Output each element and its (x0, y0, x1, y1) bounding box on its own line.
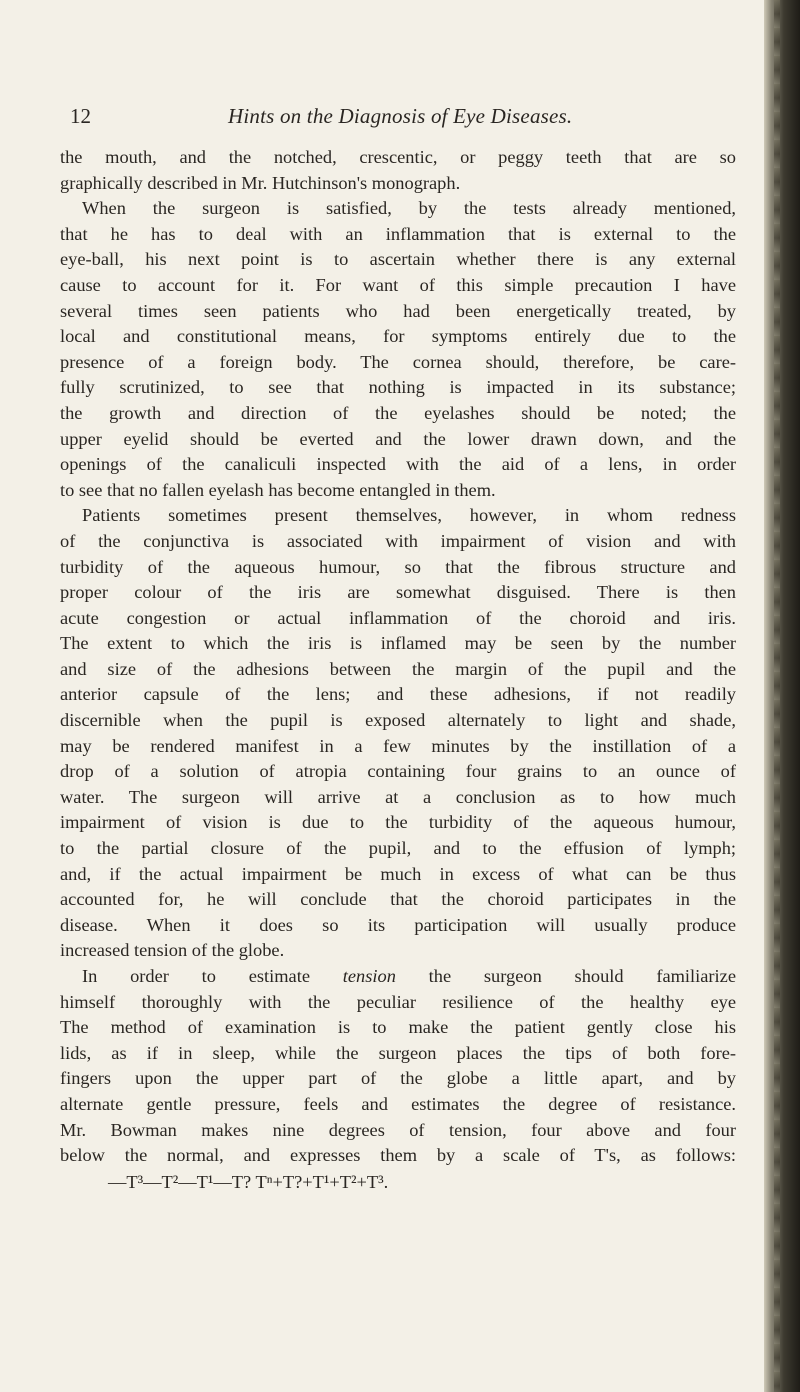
text-line: water. The surgeon will arrive at a conclusion as to how much (60, 786, 736, 807)
text-line: graphically described in Mr. Hutchinson's monograph. (60, 172, 461, 193)
emphasized-word: tension (342, 966, 396, 986)
text-line: When the surgeon is satisfied, by the tests already mentioned, (82, 198, 736, 219)
text-line: alternate gentle pressure, feels and estimates the degree of resistance. (60, 1093, 736, 1114)
text-line: The extent to which the iris is inflamed may be seen by the number (60, 633, 736, 654)
text-line: disease. When it does so its participation will usually produce (60, 914, 736, 935)
text-line: drop of a solution of atropia containing four grains to an ounce of (60, 761, 736, 782)
text-fragment: In order to estimate (82, 966, 343, 986)
book-binding-edge (764, 0, 800, 1392)
page-header (70, 104, 750, 138)
text-line: fingers upon the upper part of the globe a little apart, and by (60, 1068, 736, 1089)
text-line: several times seen patients who had been energetically treated, by (60, 300, 736, 321)
text-line: Mr. Bowman makes nine degrees of tension, four above and four (60, 1119, 736, 1140)
tension-scale-formula: —T³—T²—T¹—T? Tⁿ+T?+T¹+T²+T³. (108, 1171, 389, 1192)
text-line: discernible when the pupil is exposed alternately to light and shade, (60, 710, 736, 731)
text-line: impairment of vision is due to the turbidity of the aqueous humour, (60, 812, 736, 833)
text-line: eye-ball, his next point is to ascertain whether there is any external (60, 249, 736, 270)
text-line: to see that no fallen eyelash has become entangled in them. (60, 479, 496, 500)
text-line: may be rendered manifest in a few minutes by the instillation of a (60, 735, 736, 756)
text-line: himself thoroughly with the peculiar resilience of the healthy eye (60, 991, 736, 1012)
text-line: local and constitutional means, for symptoms entirely due to the (60, 326, 736, 347)
text-line: Patients sometimes present themselves, however, in whom redness (82, 505, 736, 526)
text-line: the growth and direction of the eyelashes should be noted; the (60, 402, 736, 423)
body-text (60, 145, 736, 1195)
text-line: and size of the adhesions between the margin of the pupil and the (60, 658, 736, 679)
text-line: and, if the actual impairment be much in excess of what can be thus (60, 863, 736, 884)
text-line: upper eyelid should be everted and the lower drawn down, and the (60, 428, 736, 449)
running-title: Hints on the Diagnosis of Eye Diseases. (228, 104, 573, 128)
text-line: cause to account for it. For want of this simple precaution I have (60, 274, 736, 295)
text-line: proper colour of the iris are somewhat disguised. There is then (60, 582, 736, 603)
text-line: presence of a foreign body. The cornea should, therefore, be care- (60, 351, 736, 372)
text-line: the mouth, and the notched, crescentic, or peggy teeth that are so (60, 147, 736, 167)
text-line: anterior capsule of the lens; and these adhesions, if not readily (60, 684, 736, 705)
text-line: that he has to deal with an inflammation that is external to the (60, 223, 736, 244)
text-line: of the conjunctiva is associated with impairment of vision and with (60, 530, 736, 551)
text-line: accounted for, he will conclude that the choroid participates in the (60, 889, 736, 910)
text-line-with-emphasis (60, 964, 736, 990)
page-number: 12 (70, 104, 91, 128)
text-line: The method of examination is to make the patient gently close his (60, 1017, 736, 1038)
text-line: turbidity of the aqueous humour, so that the fibrous structure and (60, 556, 736, 577)
text-line: fully scrutinized, to see that nothing is impacted in its substance; (60, 377, 736, 398)
text-line: acute congestion or actual inflammation of the choroid and iris. (60, 607, 736, 628)
text-line: openings of the canaliculi inspected with the aid of a lens, in order (60, 454, 736, 475)
text-line: to the partial closure of the pupil, and to the effusion of lymph; (60, 838, 736, 859)
text-line: increased tension of the globe. (60, 940, 285, 961)
text-line: lids, as if in sleep, while the surgeon places the tips of both fore- (60, 1042, 736, 1063)
text-line: below the normal, and expresses them by a scale of T's, as follows: (60, 1145, 736, 1166)
text-fragment: the surgeon should familiarize (395, 966, 736, 986)
